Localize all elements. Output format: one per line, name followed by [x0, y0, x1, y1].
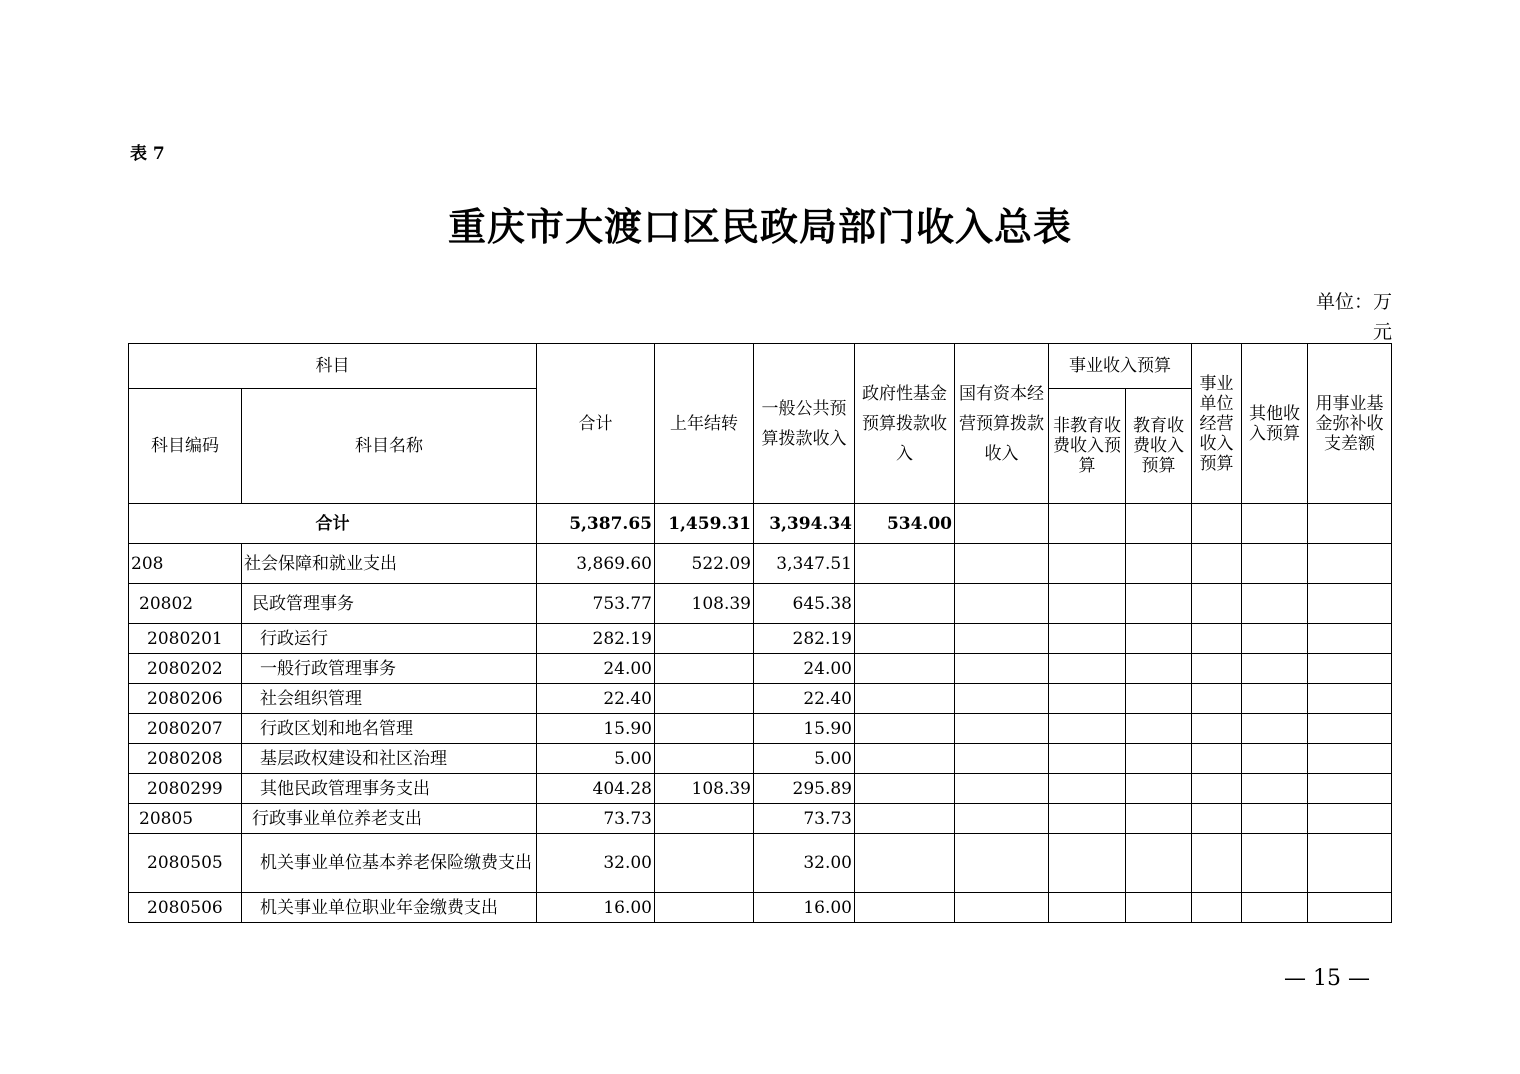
row-name: 机关事业单位职业年金缴费支出 [242, 893, 537, 923]
row-name: 社会组织管理 [242, 684, 537, 714]
row-carryover [655, 744, 754, 774]
table-row [129, 684, 1392, 714]
header-code: 科目编码 [129, 389, 242, 504]
row-name: 其他民政管理事务支出 [242, 774, 537, 804]
income-summary-table [128, 343, 1392, 923]
row-name: 民政管理事务 [242, 584, 537, 624]
header-general-budget: 一般公共预算拨款收入 [754, 344, 855, 504]
table-row [129, 654, 1392, 684]
row-general: 24.00 [754, 654, 855, 684]
table-row [129, 584, 1392, 624]
row-code: 2080202 [129, 654, 242, 684]
row-code: 2080207 [129, 714, 242, 744]
total-label: 合计 [129, 504, 537, 544]
row-carryover [655, 624, 754, 654]
header-carryover: 上年结转 [655, 344, 754, 504]
row-general: 15.90 [754, 714, 855, 744]
row-carryover: 108.39 [655, 584, 754, 624]
row-code: 2080201 [129, 624, 242, 654]
row-carryover [655, 684, 754, 714]
row-general: 282.19 [754, 624, 855, 654]
header-non-edu: 非教育收费收入预算 [1049, 389, 1126, 504]
row-general: 73.73 [754, 804, 855, 834]
table-row [129, 804, 1392, 834]
row-general: 5.00 [754, 744, 855, 774]
row-name: 行政区划和地名管理 [242, 714, 537, 744]
row-carryover [655, 714, 754, 744]
row-total: 282.19 [537, 624, 655, 654]
row-code: 2080208 [129, 744, 242, 774]
total-govfund: 534.00 [855, 504, 955, 544]
total-carryover: 1,459.31 [655, 504, 754, 544]
row-name: 行政运行 [242, 624, 537, 654]
row-total: 24.00 [537, 654, 655, 684]
row-general: 3,347.51 [754, 544, 855, 584]
row-general: 645.38 [754, 584, 855, 624]
row-carryover: 522.09 [655, 544, 754, 584]
row-code: 2080505 [129, 834, 242, 893]
row-total: 5.00 [537, 744, 655, 774]
total-sum: 5,387.65 [537, 504, 655, 544]
table-row [129, 834, 1392, 893]
row-general: 22.40 [754, 684, 855, 714]
page-number: — 15 — [1284, 966, 1370, 991]
row-total: 73.73 [537, 804, 655, 834]
row-name: 机关事业单位基本养老保险缴费支出 [242, 834, 537, 893]
header-name: 科目名称 [242, 389, 537, 504]
header-edu: 教育收费收入预算 [1126, 389, 1192, 504]
header-total: 合计 [537, 344, 655, 504]
row-general: 32.00 [754, 834, 855, 893]
row-total: 15.90 [537, 714, 655, 744]
row-general: 16.00 [754, 893, 855, 923]
header-fund-gap: 用事业基金弥补收支差额 [1308, 344, 1392, 504]
row-name: 基层政权建设和社区治理 [242, 744, 537, 774]
row-carryover [655, 893, 754, 923]
header-subject: 科目 [129, 344, 537, 389]
table-row [129, 744, 1392, 774]
table-row [129, 714, 1392, 744]
header-unit-operating: 事业单位经营收入预算 [1192, 344, 1242, 504]
row-total: 22.40 [537, 684, 655, 714]
row-total: 32.00 [537, 834, 655, 893]
header-state-capital: 国有资本经营预算拨款收入 [955, 344, 1049, 504]
row-code: 2080299 [129, 774, 242, 804]
row-code: 20805 [129, 804, 242, 834]
header-gov-fund: 政府性基金预算拨款收入 [855, 344, 955, 504]
row-code: 2080506 [129, 893, 242, 923]
row-carryover [655, 804, 754, 834]
row-name: 一般行政管理事务 [242, 654, 537, 684]
row-general: 295.89 [754, 774, 855, 804]
unit-label: 单位：万元 [1315, 291, 1392, 343]
row-carryover [655, 834, 754, 893]
row-total: 16.00 [537, 893, 655, 923]
row-name: 行政事业单位养老支出 [242, 804, 537, 834]
total-general: 3,394.34 [754, 504, 855, 544]
row-code: 208 [129, 544, 242, 584]
table-row [129, 774, 1392, 804]
row-total: 404.28 [537, 774, 655, 804]
row-code: 20802 [129, 584, 242, 624]
header-row-1 [129, 344, 1392, 389]
row-total: 3,869.60 [537, 544, 655, 584]
table-row [129, 624, 1392, 654]
row-name: 社会保障和就业支出 [242, 544, 537, 584]
header-other-income: 其他收入预算 [1242, 344, 1308, 504]
row-carryover [655, 654, 754, 684]
table-row [129, 544, 1392, 584]
table-row [129, 893, 1392, 923]
table-number: 表 7 [130, 144, 165, 164]
total-row [129, 504, 1392, 544]
header-business-income: 事业收入预算 [1049, 344, 1192, 389]
row-carryover: 108.39 [655, 774, 754, 804]
row-code: 2080206 [129, 684, 242, 714]
row-total: 753.77 [537, 584, 655, 624]
page-title: 重庆市大渡口区民政局部门收入总表 [447, 204, 1072, 249]
